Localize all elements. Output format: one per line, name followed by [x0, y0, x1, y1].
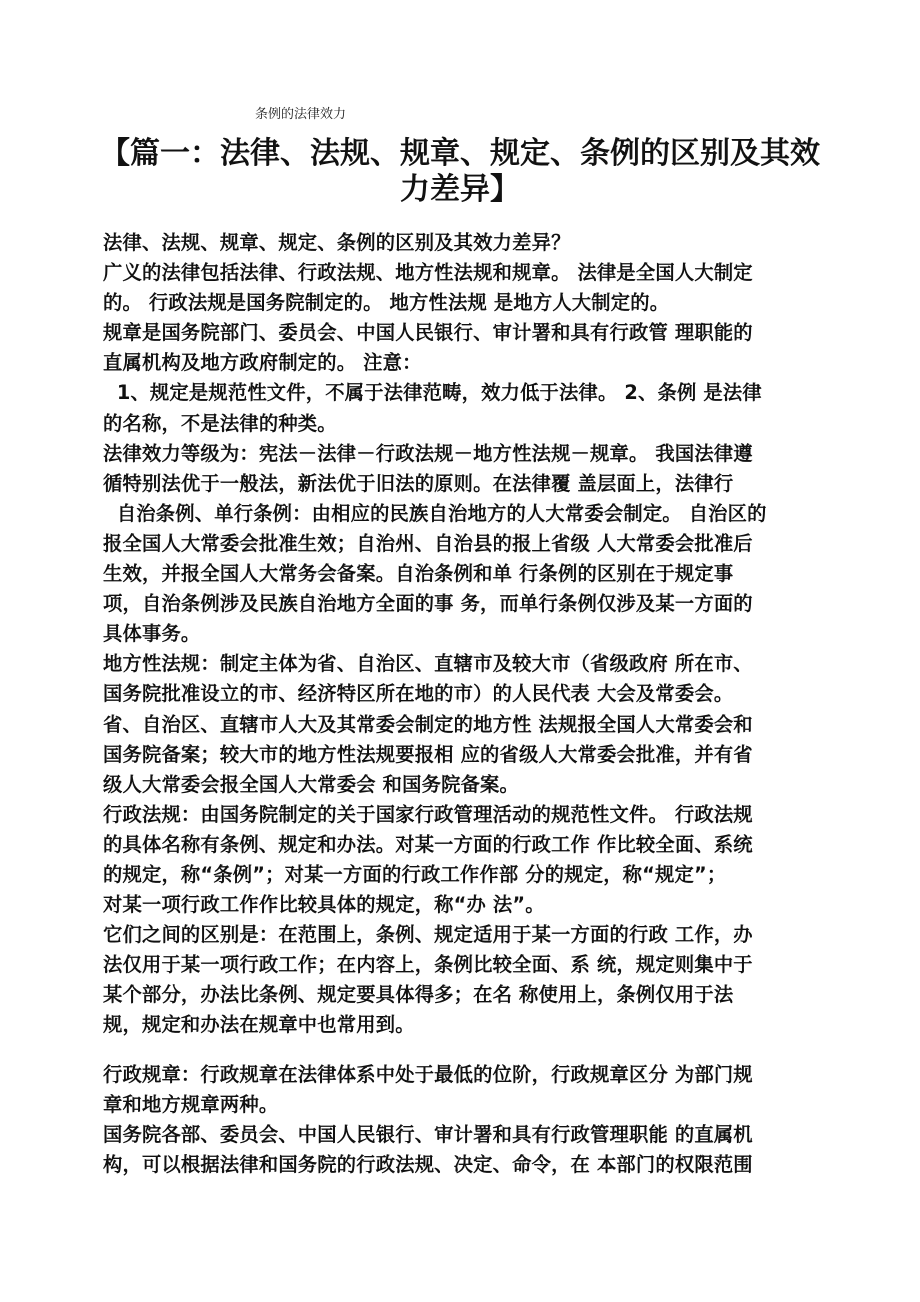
text-line: 级人大常委会报全国人大常委会 和国务院备案。: [103, 772, 520, 796]
text-line: 行政规章：行政规章在法律体系中处于最低的位阶，行政规章区分 为部门规: [103, 1062, 753, 1086]
text-line: 具体事务。: [103, 622, 201, 646]
text-line: 法律效力等级为：宪法－法律－行政法规－地方性法规－规章。 我国法律遵: [103, 441, 753, 465]
title-line: 力差异】: [400, 172, 520, 207]
text-line: 构，可以根据法律和国务院的行政法规、决定、命令，在 本部门的权限范围: [103, 1152, 753, 1176]
text-line: 生效，并报全国人大常务会备案。自治条例和单 行条例的区别在于规定事: [103, 562, 734, 586]
document-body: [103, 228, 823, 1180]
text-line: 地方性法规：制定主体为省、自治区、直辖市及较大市（省级政府 所在市、: [103, 652, 753, 676]
text-line: 规章是国务院部门、委员会、中国人民银行、审计署和具有行政管 理职能的: [103, 321, 753, 345]
text-line: 国务院各部、委员会、中国人民银行、审计署和具有行政管理职能 的直属机: [103, 1122, 753, 1146]
text-line: 它们之间的区别是：在范围上，条例、规定适用于某一方面的行政 工作，办: [103, 923, 753, 947]
text-line: 项，自治条例涉及民族自治地方全面的事 务，而单行条例仅涉及某一方面的: [103, 592, 753, 616]
text-line: 章和地方规章两种。: [103, 1092, 279, 1116]
document-title: [100, 136, 820, 208]
text-line: 对某一项行政工作作比较具体的规定，称“办 法”。: [103, 893, 545, 917]
text-line: 直属机构及地方政府制定的。 注意：: [103, 351, 422, 375]
text-line: 法仅用于某一项行政工作；在内容上，条例比较全面、系 统，规定则集中于: [103, 953, 753, 977]
text-line: 的。 行政法规是国务院制定的。 地方性法规 是地方人大制定的。: [103, 291, 670, 315]
page-header: 条例的法律效力: [255, 107, 347, 122]
text-line: 某个部分，办法比条例、规定要具体得多；在名 称使用上，条例仅用于法: [103, 983, 734, 1007]
text-line: 报全国人大常委会批准生效；自治州、自治县的报上省级 人大常委会批准后: [103, 531, 753, 555]
text-line: 国务院批准设立的市、经济特区所在地的市）的人民代表 大会及常委会。: [103, 682, 734, 706]
text-line: 规，规定和办法在规章中也常用到。: [103, 1013, 415, 1037]
text-line: 行政法规：由国务院制定的关于国家行政管理活动的规范性文件。 行政法规: [103, 802, 753, 826]
text-line: 循特别法优于一般法，新法优于旧法的原则。在法律覆 盖层面上，法律行: [103, 471, 734, 495]
text-line: 自治条例、单行条例：由相应的民族自治地方的人大常委会制定。 自治区的: [103, 501, 767, 525]
text-line: 1、规定是规范性文件，不属于法律范畴，效力低于法律。 2、条例 是法律: [103, 381, 762, 405]
text-line: 的名称，不是法律的种类。: [103, 411, 337, 435]
text-line: 国务院备案；较大市的地方性法规要报相 应的省级人大常委会批准，并有省: [103, 742, 753, 766]
title-line: 【篇一：法律、法规、规章、规定、条例的区别及其效: [100, 136, 820, 171]
text-line: 广义的法律包括法律、行政法规、地方性法规和规章。 法律是全国人大制定: [103, 261, 753, 285]
text-line: 的规定，称“条例”；对某一方面的行政工作作部 分的规定，称“规定”；: [103, 862, 727, 886]
text-line: 法律、法规、规章、规定、条例的区别及其效力差异？: [103, 231, 571, 254]
text-line: 省、自治区、直辖市人大及其常委会制定的地方性 法规报全国人大常委会和: [103, 712, 753, 736]
text-line: 的具体名称有条例、规定和办法。对某一方面的行政工作 作比较全面、系统: [103, 832, 753, 856]
